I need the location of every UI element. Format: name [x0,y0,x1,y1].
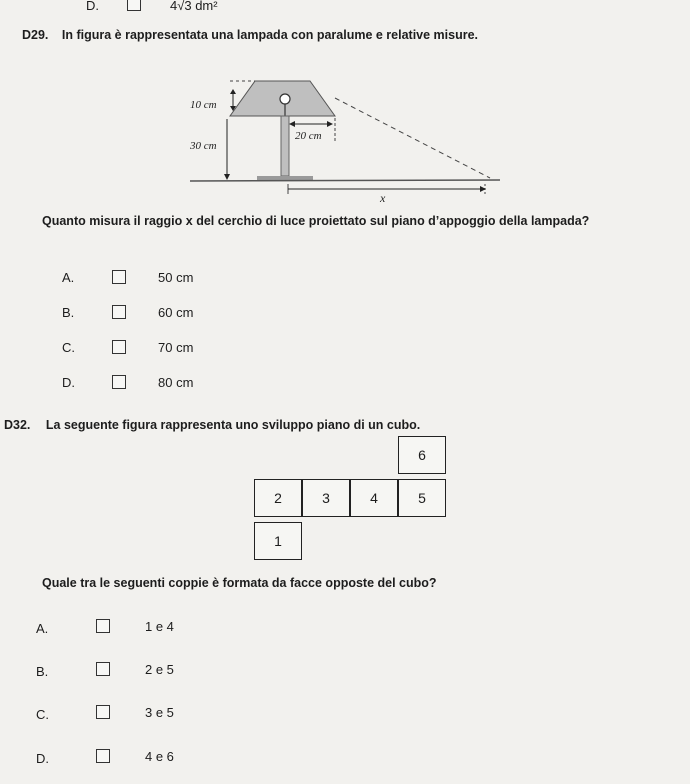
net-face-5: 5 [398,479,446,517]
net-face-3: 3 [302,479,350,517]
d29-option-c-text: 70 cm [158,340,194,355]
d29-option-c-checkbox[interactable] [112,340,126,354]
net-face-1: 1 [254,522,302,560]
d29-option-d-text: 80 cm [158,375,194,390]
net-face-6: 6 [398,436,446,474]
d29-option-a-checkbox[interactable] [112,270,126,284]
top-option-text: 4√3 dm² [170,0,218,13]
dim-30-arrow-down [224,174,230,180]
d32-question: Quale tra le seguenti coppie è formata da facce opposte del cubo? [42,576,437,590]
d32-option-a-text: 1 e 4 [145,619,174,634]
top-option-letter: D. [86,0,99,13]
label-30cm: 30 cm [190,140,217,152]
d29-label: D29. [22,28,49,42]
d32-option-b-letter: B. [36,664,49,679]
d32-option-c-letter: C. [36,707,49,722]
d29-option-b-checkbox[interactable] [112,305,126,319]
d32-option-b-checkbox[interactable] [96,662,110,676]
d32-option-c-text: 3 e 5 [145,705,174,720]
d32-option-a-letter: A. [36,621,49,636]
label-x: x [380,191,386,205]
d29-heading [22,28,478,42]
d29-title: In figura è rappresentata una lampada con paralume e relative misure. [61,28,479,42]
d32-option-d-letter: D. [36,751,49,766]
label-20cm: 20 cm [295,130,322,142]
top-option-checkbox[interactable] [127,0,141,11]
light-ray-line [335,98,490,178]
net-face-4: 4 [350,479,398,517]
d29-option-b-text: 60 cm [158,305,194,320]
d32-option-c-checkbox[interactable] [96,705,110,719]
d29-option-a-text: 50 cm [158,270,194,285]
dim-10-arrow-up [230,89,236,94]
d32-title: La seguente figura rappresenta uno sviluppo piano di un cubo. [45,418,421,432]
d29-question: Quanto misura il raggio x del cerchio di luce proiettato sul piano d’appoggio della lampada? [42,214,590,228]
label-10cm: 10 cm [190,99,217,111]
lamp-base [257,176,313,180]
d29-option-d-checkbox[interactable] [112,375,126,389]
dim-20-arrow-right [327,121,333,127]
net-face-2: 2 [254,479,302,517]
d32-heading [4,418,420,432]
d32-option-b-text: 2 e 5 [145,662,174,677]
d32-option-d-text: 4 e 6 [145,749,174,764]
ground-line [190,180,500,181]
dim-x-arrow [480,186,486,192]
d29-option-b-letter: B. [62,305,75,320]
d29-option-c-letter: C. [62,340,75,355]
d32-option-a-checkbox[interactable] [96,619,110,633]
d29-option-d-letter: D. [62,375,75,390]
d32-label: D32. [4,418,31,432]
lamp-figure [175,66,515,206]
lamp-stem [281,116,289,176]
bulb [280,94,290,104]
d29-option-a-letter: A. [62,270,75,285]
d32-option-d-checkbox[interactable] [96,749,110,763]
dim-20-arrow-left [289,121,295,127]
